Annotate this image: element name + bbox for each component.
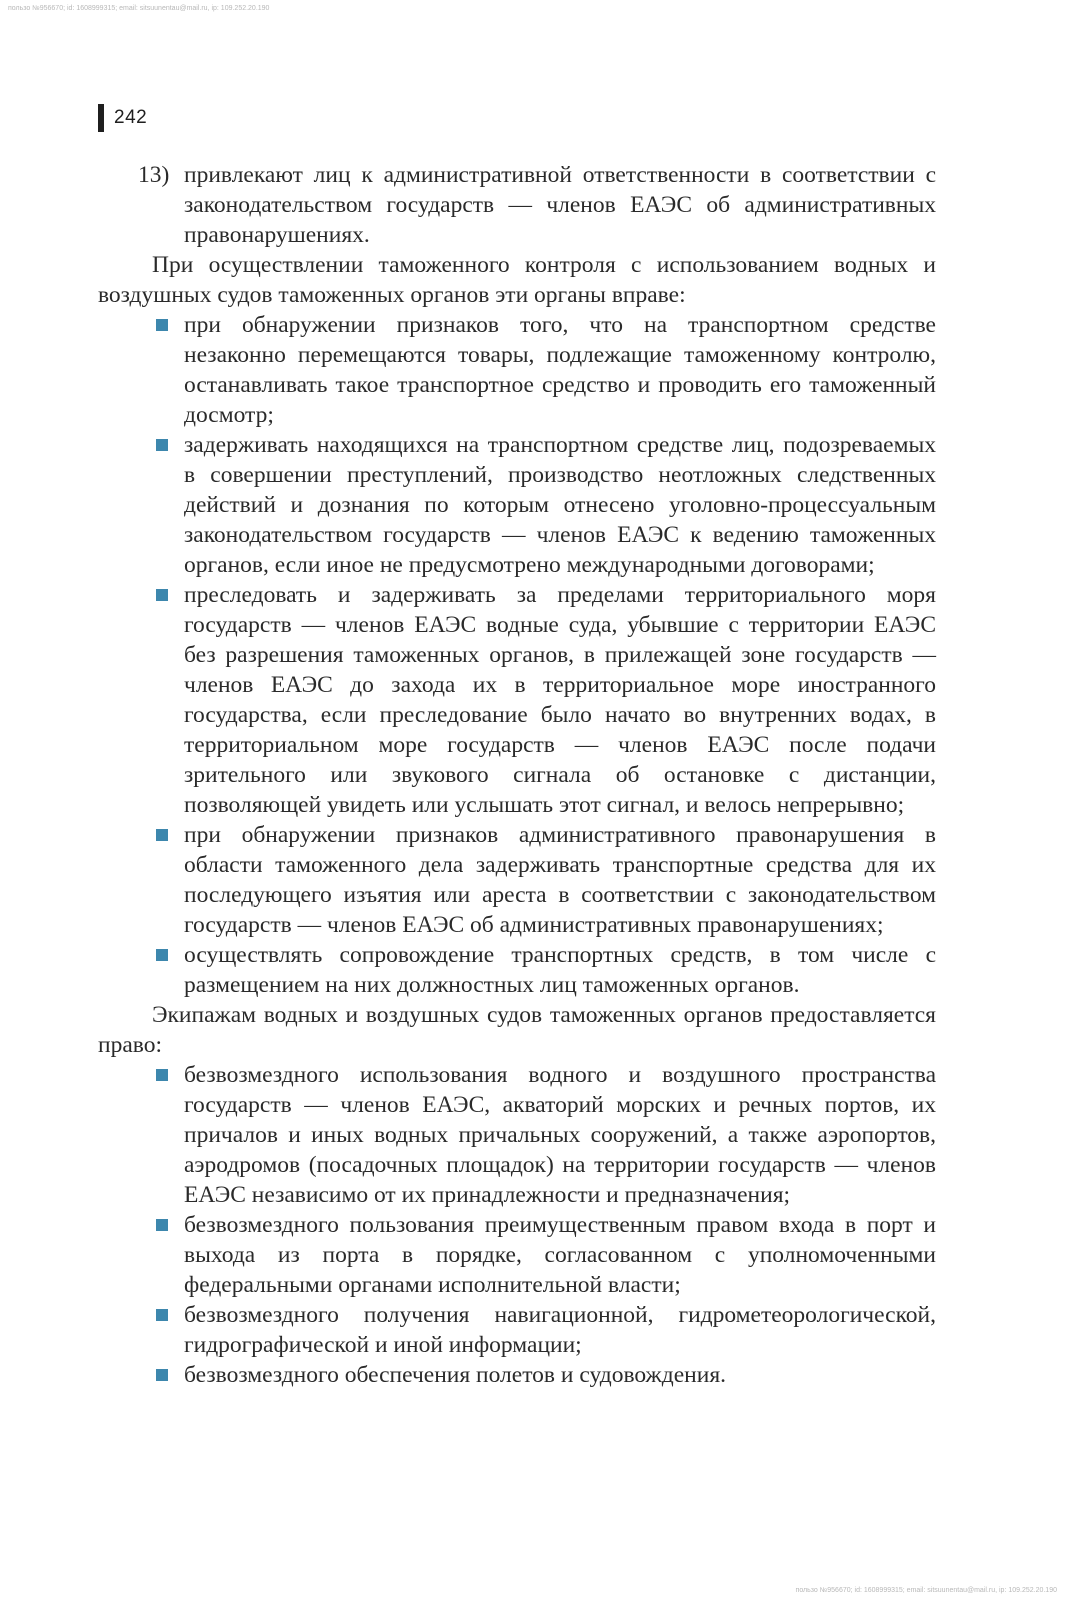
list-item (154, 1210, 936, 1300)
list-item-text: при обнаружении признаков того, что на транспортном средстве незаконно перемещаются товары, подлежащие таможенному контролю, останавливать такое транспортное средство и проводить его таможенный досмотр; (184, 312, 936, 428)
bullet-list-rights-2 (98, 1060, 936, 1390)
page-content (98, 160, 936, 1390)
square-bullet-icon (156, 1069, 168, 1081)
list-item-text: безвозмездного получения навигационной, гидрометеорологической, гидрографической и иной информации; (184, 1302, 936, 1358)
page-number (98, 104, 147, 132)
list-item-text: при обнаружении признаков административного правонарушения в области таможенного дела задерживать транспортные средства для их последующего изъятия или ареста в соответствии с законодательством государств — членов ЕАЭС об административных правонарушениях; (184, 822, 936, 938)
square-bullet-icon (156, 949, 168, 961)
square-bullet-icon (156, 1219, 168, 1231)
list-item (154, 1060, 936, 1210)
list-item-text: осуществлять сопровождение транспортных средств, в том числе с размещением на них должностных лиц таможенных органов. (184, 942, 936, 998)
paragraph-intro-1: При осуществлении таможенного контроля с использованием водных и воздушных судов таможенных органов эти органы вправе: (98, 252, 936, 308)
page-number-text: 242 (114, 107, 148, 128)
list-item-text: преследовать и задерживать за пределами территориального моря государств — членов ЕАЭС водные суда, убывшие с территории ЕАЭС без разрешения таможенных органов, в прилежащей зоне государств — членов ЕАЭС до захода их в территориальное море иностранного государства, если преследование было начато во внутренних водах, в территориальном море государств — членов ЕАЭС после подачи зрительного или звукового сигнала об остановке с дистанции, позволяющей увидеть или услышать этот сигнал, и велось непрерывно; (184, 582, 936, 818)
paragraph-intro-2: Экипажам водных и воздушных судов таможенных органов предоставляется право: (98, 1002, 936, 1058)
square-bullet-icon (156, 439, 168, 451)
item-marker: 13) (138, 162, 170, 188)
list-item-text: задерживать находящихся на транспортном средстве лиц, подозреваемых в совершении преступлений, производство неотложных следственных действий и дознания по которым отнесено уголовно-процессуальным законодательством государств — членов ЕАЭС к ведению таможенных органов, если иное не предусмотрено международными договорами; (184, 432, 936, 578)
list-item (154, 1300, 936, 1360)
square-bullet-icon (156, 319, 168, 331)
list-item (154, 430, 936, 580)
list-item (154, 940, 936, 1000)
list-item (154, 310, 936, 430)
list-item-text: безвозмездного пользования преимущественным правом входа в порт и выхода из порта в порядке, согласованном с уполномоченными федеральными органами исполнительной власти; (184, 1212, 936, 1298)
watermark-top: пользо №956670; id: 1608999315; email: sitsuunentau@mail.ru, ip: 109.252.20.190 (8, 5, 270, 12)
watermark-bottom: пользо №956670; id: 1608999315; email: sitsuunentau@mail.ru, ip: 109.252.20.190 (795, 1587, 1057, 1594)
square-bullet-icon (156, 1309, 168, 1321)
numbered-item-13 (98, 160, 936, 250)
item-text: привлекают лиц к административной ответственности в соответствии с законодательством государств — членов ЕАЭС об административных правонарушениях. (184, 162, 936, 248)
list-item (154, 1360, 936, 1390)
square-bullet-icon (156, 829, 168, 841)
page-number-bar (98, 104, 104, 132)
square-bullet-icon (156, 1369, 168, 1381)
list-item-text: безвозмездного использования водного и воздушного пространства государств — членов ЕАЭС, акваторий морских и речных портов, их причалов и иных водных причальных сооружений, а также аэропортов, аэродромов (посадочных площадок) на территории государств — членов ЕАЭС независимо от их принадлежности и предназначения; (184, 1062, 936, 1208)
bullet-list-rights-1 (98, 310, 936, 1000)
list-item (154, 820, 936, 940)
list-item (154, 580, 936, 820)
square-bullet-icon (156, 589, 168, 601)
list-item-text: безвозмездного обеспечения полетов и судовождения. (184, 1362, 727, 1388)
